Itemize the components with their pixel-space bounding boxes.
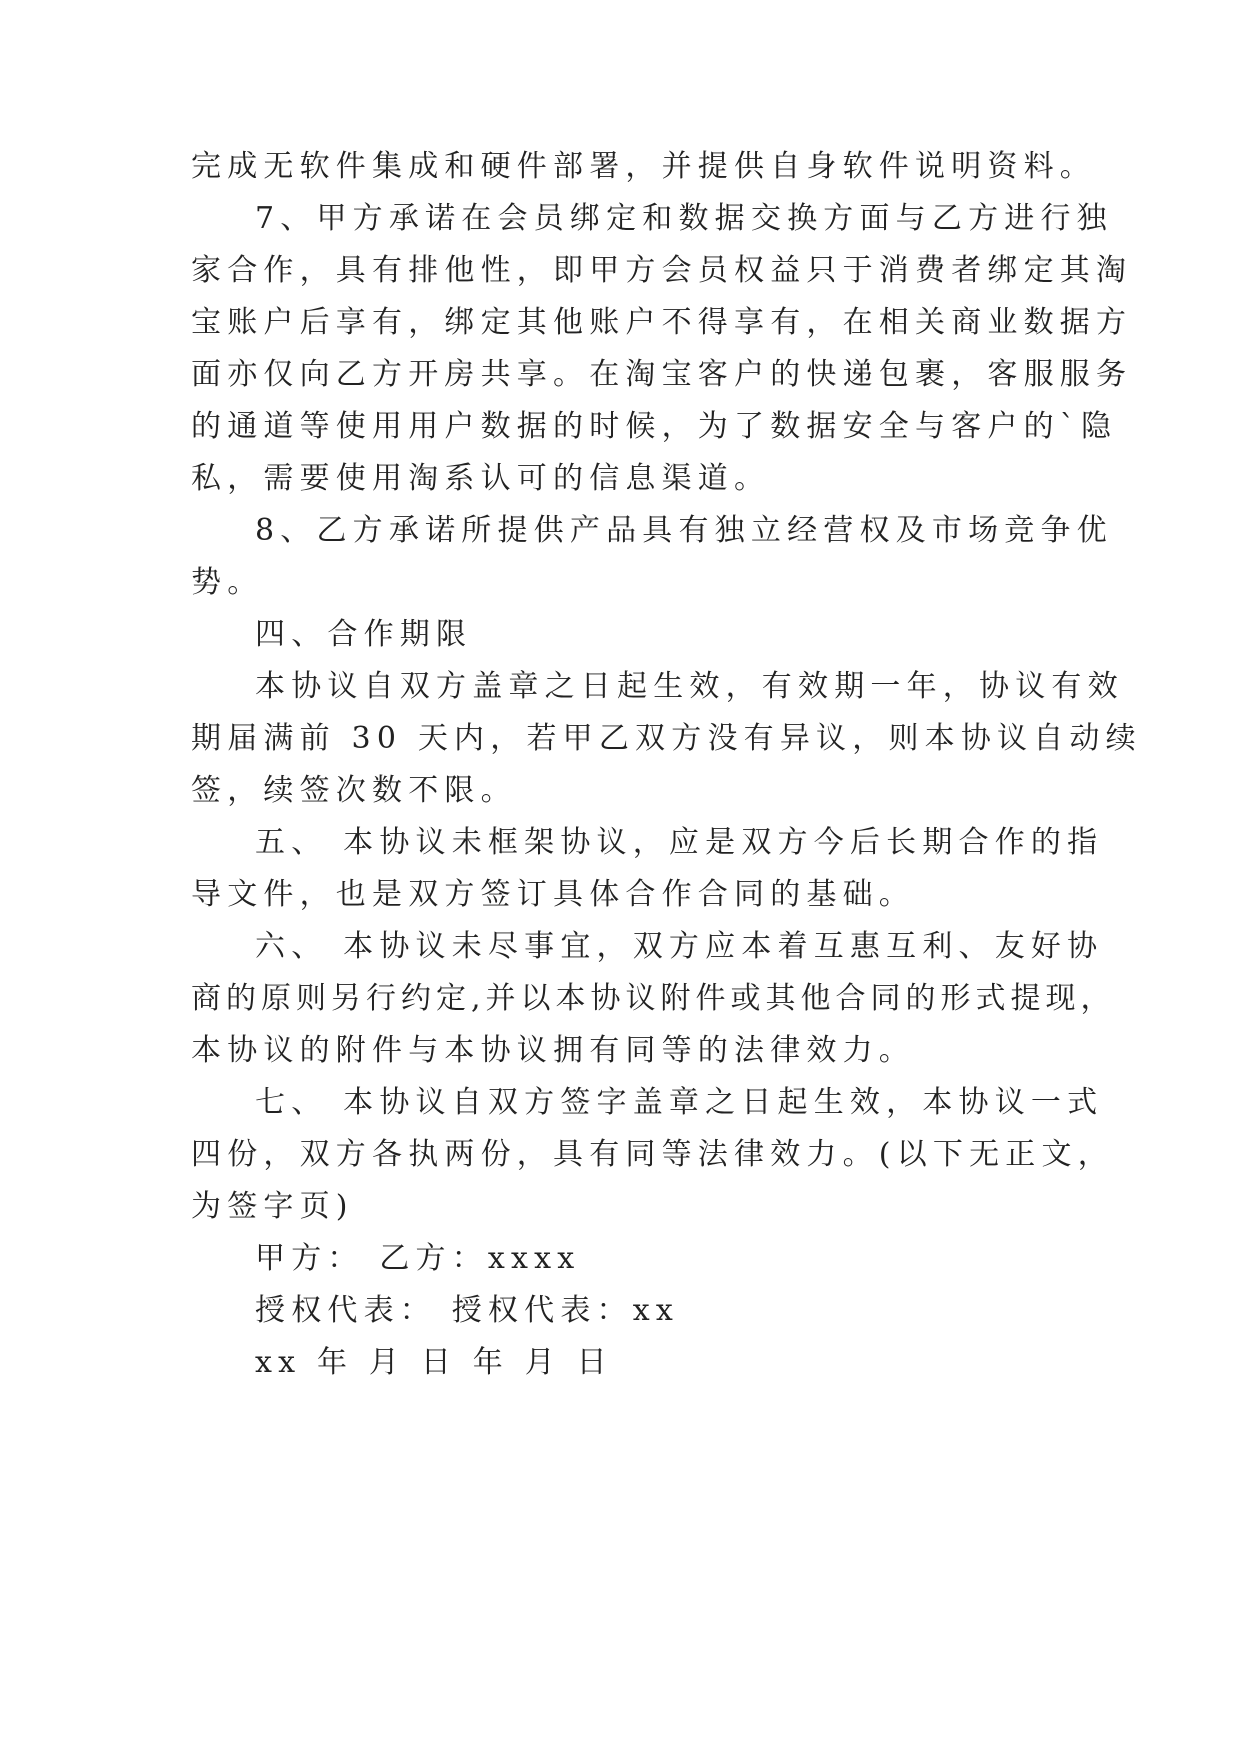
text-line-12: 期届满前 30 天内，若甲乙双方没有异议，则本协议自动续 [191, 721, 1142, 756]
text-line-1: 完成无软件集成和硬件部署，并提供自身软件说明资料。 [191, 149, 1096, 184]
text-line-20: 四份，双方各执两份，具有同等法律效力。(以下无正文， [191, 1137, 1114, 1172]
text-line-18: 本协议的附件与本协议拥有同等的法律效力。 [191, 1033, 915, 1068]
text-line-9: 势。 [191, 565, 264, 600]
signature-date-line: xx 年 月 日 年 月 日 [255, 1345, 613, 1380]
text-line-7: 私，需要使用淘系认可的信息渠道。 [191, 461, 771, 496]
text-line-11: 本协议自双方盖章之日起生效，有效期一年，协议有效 [255, 669, 1124, 704]
text-line-8: 8、乙方承诺所提供产品具有独立经营权及市场竞争优 [255, 513, 1113, 548]
signature-representative-line: 授权代表： 授权代表：xx [255, 1293, 679, 1328]
text-line-2: 7、甲方承诺在会员绑定和数据交换方面与乙方进行独 [255, 201, 1113, 236]
text-line-14: 五、 本协议未框架协议，应是双方今后长期合作的指 [255, 825, 1104, 860]
text-line-16: 六、 本协议未尽事宜，双方应本着互惠互利、友好协 [255, 929, 1104, 964]
text-line-13: 签，续签次数不限。 [191, 773, 517, 808]
text-line-4: 宝账户后享有，绑定其他账户不得享有，在相关商业数据方 [191, 305, 1133, 340]
text-line-6: 的通道等使用用户数据的时候，为了数据安全与客户的`隐 [191, 409, 1118, 444]
section-heading-term: 四、合作期限 [255, 617, 473, 652]
text-line-21: 为签字页) [191, 1189, 354, 1224]
text-line-17: 商的原则另行约定,并以本协议附件或其他合同的形式提现， [191, 981, 1116, 1016]
text-line-15: 导文件，也是双方签订具体合作合同的基础。 [191, 877, 915, 912]
text-line-3: 家合作，具有排他性，即甲方会员权益只于消费者绑定其淘 [191, 253, 1133, 288]
text-line-5: 面亦仅向乙方开房共享。在淘宝客户的快递包裹，客服服务 [191, 357, 1133, 392]
text-line-19: 七、 本协议自双方签字盖章之日起生效，本协议一式 [255, 1085, 1104, 1120]
signature-party-line: 甲方： 乙方：xxxx [255, 1241, 581, 1276]
